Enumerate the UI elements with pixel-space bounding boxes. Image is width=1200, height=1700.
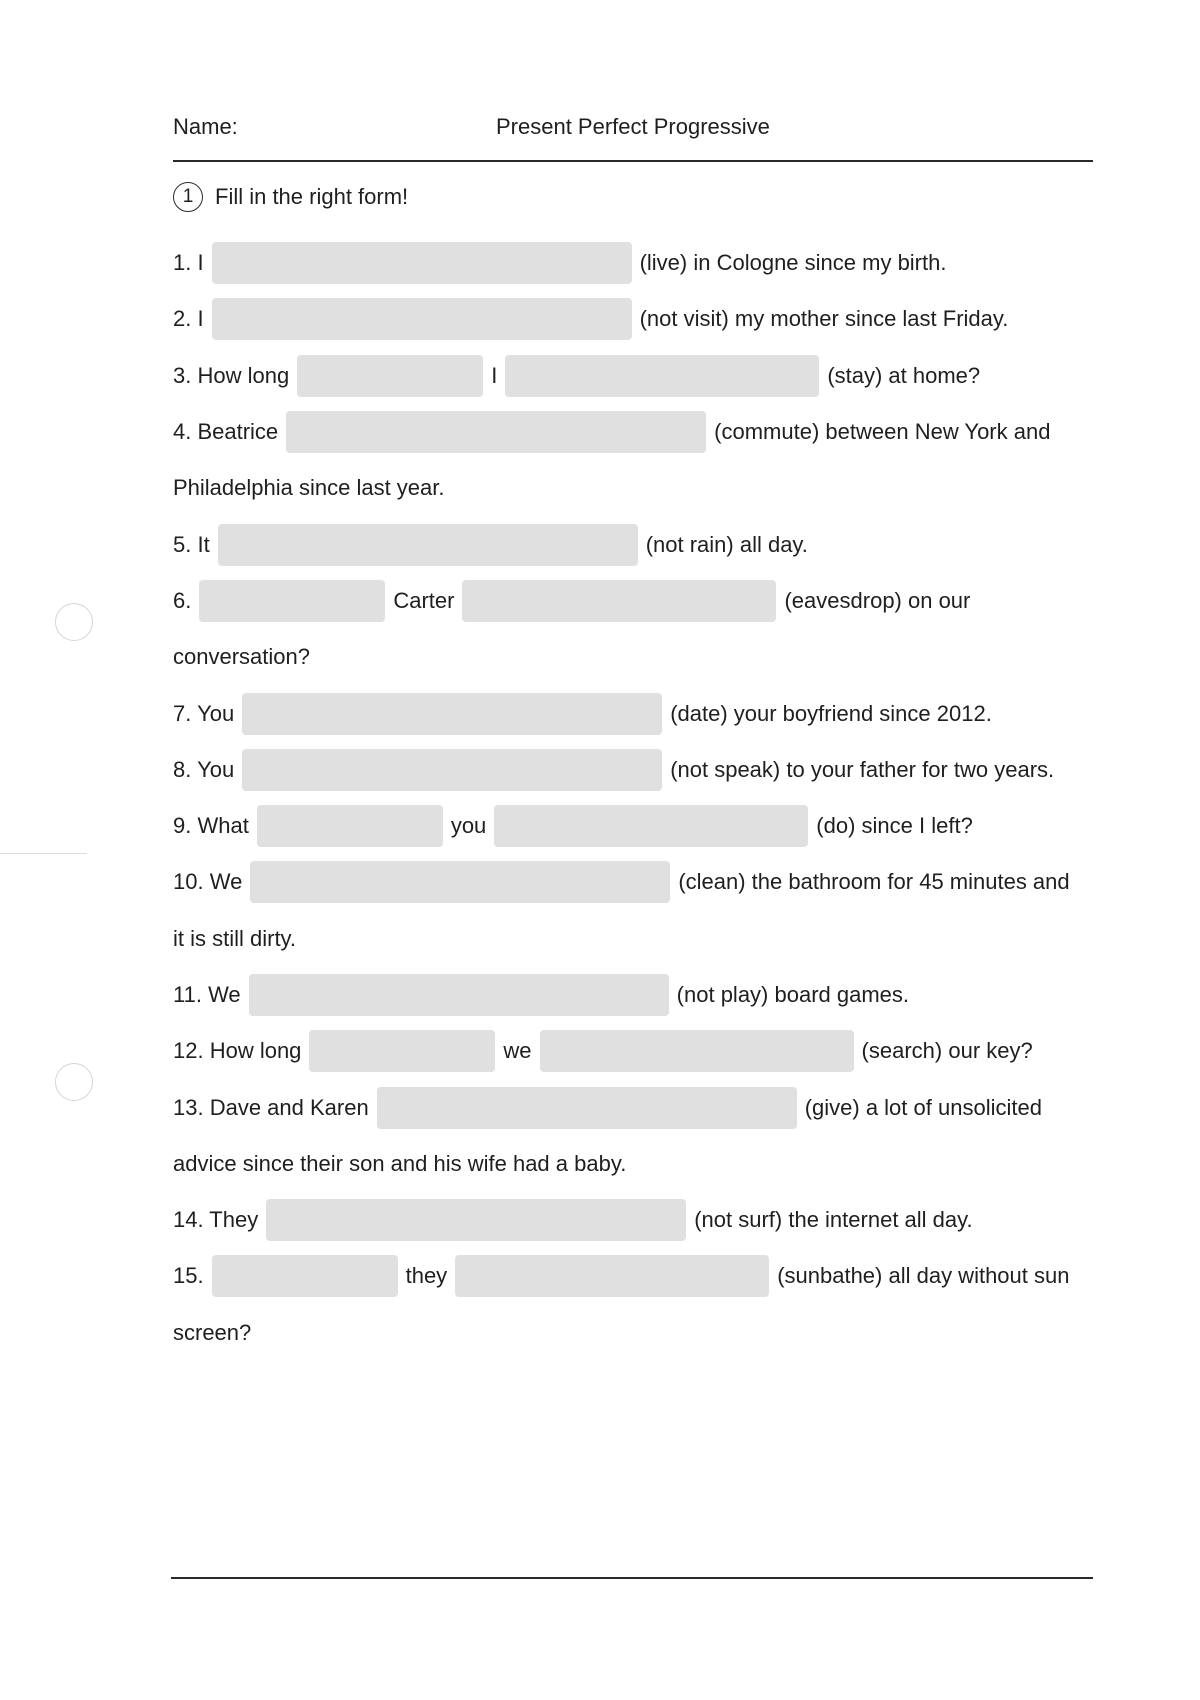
exercise-11: [173, 967, 1093, 1023]
answer-gap[interactable]: [462, 580, 776, 622]
exercise-text: 12. How long: [173, 1038, 302, 1064]
exercise-13: [173, 1079, 1093, 1135]
exercise-text: 13. Dave and Karen: [173, 1094, 369, 1120]
worksheet-header: [173, 114, 1093, 162]
exercise-text: they: [405, 1263, 448, 1289]
exercise-5: [173, 516, 1093, 572]
worksheet-title: Present Perfect Progressive: [496, 114, 770, 139]
exercise-text: 5. It: [173, 531, 210, 557]
task-heading: [173, 182, 408, 212]
exercise-text: 3. How long: [173, 362, 290, 388]
exercise-10: [173, 854, 1093, 910]
exercise-text: 14. They: [173, 1207, 259, 1233]
exercise-12: [173, 1023, 1093, 1079]
answer-gap[interactable]: [199, 580, 385, 622]
answer-gap[interactable]: [242, 693, 662, 735]
exercise-text: (sunbathe) all day without sun: [777, 1263, 1070, 1289]
punch-hole-top: [55, 603, 93, 641]
exercise-text: (not speak) to your father for two years.: [670, 756, 1055, 782]
answer-gap[interactable]: [257, 805, 443, 847]
exercise-text: (give) a lot of unsolicited: [804, 1094, 1042, 1120]
answer-gap[interactable]: [505, 355, 819, 397]
exercise-text: 9. What: [173, 813, 249, 839]
answer-gap[interactable]: [540, 1030, 854, 1072]
exercise-text: (not surf) the internet all day.: [694, 1207, 973, 1233]
exercise-text: (clean) the bathroom for 45 minutes and: [678, 869, 1070, 895]
exercise-list: [173, 235, 1093, 1361]
exercise-14: [173, 1192, 1093, 1248]
answer-gap[interactable]: [242, 749, 662, 791]
answer-gap[interactable]: [266, 1199, 686, 1241]
fold-mark: [0, 853, 87, 854]
exercise-4-continued: [173, 460, 1093, 516]
exercise-text: 4. Beatrice: [173, 419, 279, 445]
answer-gap[interactable]: [212, 242, 632, 284]
exercise-text: you: [450, 813, 487, 839]
exercise-10-continued: [173, 911, 1093, 967]
answer-gap[interactable]: [212, 298, 632, 340]
answer-gap[interactable]: [286, 411, 706, 453]
exercise-2: [173, 291, 1093, 347]
exercise-text: it is still dirty.: [173, 925, 297, 951]
exercise-9: [173, 798, 1093, 854]
answer-gap[interactable]: [377, 1087, 797, 1129]
exercise-4: [173, 404, 1093, 460]
exercise-8: [173, 742, 1093, 798]
answer-gap[interactable]: [250, 861, 670, 903]
exercise-text: (do) since I left?: [816, 813, 973, 839]
exercise-6: [173, 573, 1093, 629]
exercise-text: Carter: [393, 587, 455, 613]
exercise-text: (date) your boyfriend since 2012.: [670, 700, 992, 726]
exercise-1: [173, 235, 1093, 291]
exercise-text: advice since their son and his wife had a baby.: [173, 1150, 627, 1176]
answer-gap[interactable]: [455, 1255, 769, 1297]
task-number-badge: 1: [173, 182, 203, 212]
exercise-text: (not play) board games.: [676, 982, 910, 1007]
answer-gap[interactable]: [309, 1030, 495, 1072]
exercise-text: we: [503, 1038, 532, 1064]
exercise-text: (commute) between New York and: [714, 419, 1051, 445]
exercise-7: [173, 685, 1093, 741]
exercise-6-continued: [173, 629, 1093, 685]
exercise-text: 10. We: [173, 869, 243, 895]
exercise-text: 2. I: [173, 306, 204, 332]
exercise-text: 8. You: [173, 756, 235, 782]
exercise-13-continued: [173, 1136, 1093, 1192]
exercise-15-continued: [173, 1305, 1093, 1361]
answer-gap[interactable]: [212, 1255, 398, 1297]
exercise-15: [173, 1248, 1093, 1304]
footer-rule: [171, 1577, 1093, 1579]
exercise-text: (eavesdrop) on our: [784, 587, 971, 613]
exercise-text: conversation?: [173, 644, 310, 670]
exercise-text: (not rain) all day.: [645, 531, 808, 557]
exercise-text: 6.: [173, 587, 192, 613]
answer-gap[interactable]: [218, 524, 638, 566]
exercise-text: (search) our key?: [861, 1038, 1033, 1064]
exercise-text: (not visit) my mother since last Friday.: [639, 306, 1009, 332]
exercise-text: 7. You: [173, 700, 235, 726]
exercise-text: (stay) at home?: [827, 362, 981, 388]
answer-gap[interactable]: [494, 805, 808, 847]
exercise-3: [173, 348, 1093, 404]
task-instruction: Fill in the right form!: [215, 184, 409, 209]
exercise-text: 11. We: [173, 982, 241, 1007]
exercise-text: 1. I: [173, 250, 204, 276]
exercise-text: Philadelphia since last year.: [173, 475, 445, 501]
answer-gap[interactable]: [249, 974, 669, 1016]
exercise-text: 15.: [173, 1263, 204, 1289]
name-label: Name:: [173, 114, 238, 139]
punch-hole-bottom: [55, 1063, 93, 1101]
exercise-text: I: [491, 362, 498, 388]
exercise-text: (live) in Cologne since my birth.: [639, 250, 947, 276]
answer-gap[interactable]: [297, 355, 483, 397]
exercise-text: screen?: [173, 1319, 252, 1345]
